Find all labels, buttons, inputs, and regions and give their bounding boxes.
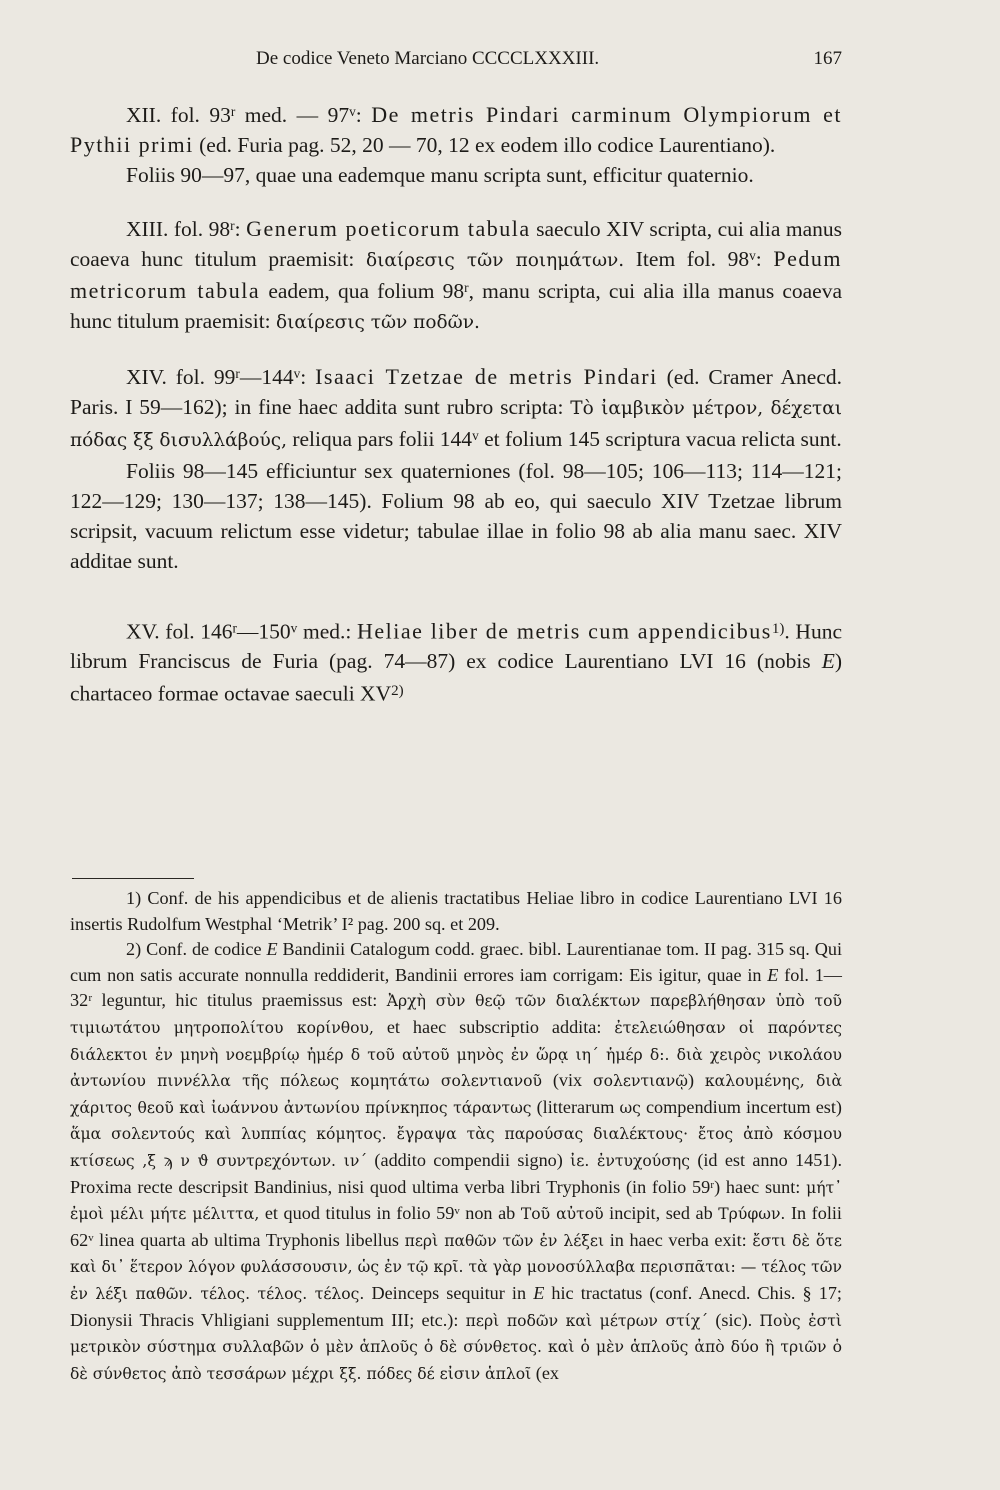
fn2-greek: ἔστι δὲ ὅτε καὶ δι᾽ ἕτερον λόγον φυλάσσουσιν, ὡς ἐν τῷ κρῖ. τὰ γὰρ μονοσύλλαβα περισπᾶται: — τέλος τῶν ἐν λέξι παθῶν. τέλος. τέλος. τέλος. <box>70 1231 842 1303</box>
entry-xiv-text-3: et folium 145 scriptura vacua relicta sunt. <box>478 427 842 451</box>
siglum-e: E <box>266 939 278 960</box>
entry-xv-title: Heliae liber de metris cum appendicibus <box>357 618 772 644</box>
fn2-greek: σολεντιανῷ <box>593 1072 688 1091</box>
entry-xiii-text-4: , manu scripta, cui alia illa manus coaeva hunc titulum praemisit: <box>70 279 843 333</box>
entry-xv-med: med.: <box>297 619 358 644</box>
entry-xv-folio: XV. fol. 146 <box>126 619 233 644</box>
entry-xiv-folio: XIV. fol. 99 <box>126 365 236 389</box>
entry-xii-paragraph-2: Foliis 90—97, quae una eademque manu scripta sunt, efficitur quaternio. <box>126 163 754 187</box>
entry-xv-text-1: . Hunc librum Franciscus de Furia (pag. 74—87) ex codice Laurentiano LVI 16 (nobis <box>70 619 842 674</box>
main-text <box>70 100 842 709</box>
entry-xiv-title: Isaaci Tzetzae de metris Pindari <box>315 364 658 389</box>
fn2-text: et quod titulus in folio 59ᵛ non ab <box>259 1203 521 1224</box>
fn2-text: et haec subscriptio addita: <box>373 1016 615 1037</box>
fn2-text: (addito compendii signo) <box>367 1149 571 1170</box>
footnotes <box>70 886 842 1387</box>
fn2-text: (sic). <box>708 1309 760 1330</box>
siglum-e: E <box>821 649 835 674</box>
fn2-text: in haec verba exit: <box>604 1229 753 1250</box>
fn2-text: ) <box>687 1070 705 1091</box>
footnote-2 <box>70 937 842 1387</box>
fn2-text: (ex <box>531 1362 559 1383</box>
fn2-text: compendium incertum est) <box>640 1096 842 1117</box>
footnote-divider <box>72 878 194 879</box>
sup-verso: v <box>472 428 479 444</box>
entry-xiii-text-2: Item fol. 98 <box>624 247 750 271</box>
sup-recto: r <box>464 280 469 296</box>
entry-xiv-paragraph-2: Foliis 98—145 efficiuntur sex quaterniones (fol. 98—105; 106—113; 114—121; 122—129; 130—137; 138—145). Folium 98 ab eo, qui saeculo XIV Tzetzae librum scripsit, vacuum relictum esse videtur; tabulae illae in folio 98 ab alia manu saec. XIV additae sunt. <box>70 459 842 573</box>
fn2-text: (id est anno 1451). Proxima recte descripsit Bandinius, nisi quod ultima verba libri Tryphonis (in folio 59ʳ) haec sunt: <box>70 1149 843 1197</box>
entry-xiii-title-1: Generum poeticorum tabula <box>246 216 531 241</box>
sup-verso: v <box>349 104 356 120</box>
sup-verso: v <box>290 620 298 636</box>
entry-xiv <box>70 362 842 456</box>
fn2-text: fol. 1—32ʳ leguntur, hic titulus praemissus est: <box>70 964 842 1011</box>
siglum-e: E <box>767 964 779 985</box>
entry-xv-text-2: ) chartaceo formae octavae saeculi XV <box>70 649 842 706</box>
sup-verso: v <box>293 366 301 382</box>
fn2-greek: ως <box>619 1098 641 1117</box>
fn2-text: (vix <box>541 1070 594 1091</box>
footnote-mark-2: 2) <box>391 683 404 700</box>
greek-title-2: διαίρεσις τῶν ποδῶν. <box>276 312 480 333</box>
greek-rubric: Τὸ ἰαμβικὸν μέτρον, δέχεται πόδας ξξ δισυλλάβούς, <box>70 398 843 451</box>
entry-xiii <box>70 214 842 338</box>
greek-title-1: διαίρεσις τῶν ποιημάτων. <box>365 250 625 271</box>
fn2-greek: ἐτελειώθησαν οἱ παρόντες διάλεκτοι ἐν μηνὴ νοεμβρίῳ ἡμέρ δ τοῦ αὐτοῦ μηνὸς ἐν ὥρᾳ ιη´ ἡμέρ δ:. διὰ χειρὸς νικολάου ἀντωνίου πιννέλλα τῆς πόλεως κομητάτω σολεντιανοῦ <box>70 1018 843 1091</box>
sup-recto: r <box>235 366 240 382</box>
entry-xiii-text-1: saeculo XIV scripta, cui alia manus coaeva hunc titulum praemisit: <box>70 217 842 271</box>
fn2-greek: Τρύφων. <box>718 1205 786 1224</box>
fn2-greek: ἰε. ἐντυχούσης <box>570 1151 691 1170</box>
fn2-greek: Ἀρχὴ σὺν θεῷ τῶν διαλέκτων παρεβλήθησαν ὑπὸ τοῦ τιμιωτάτου μητροπολίτου κορίνθου, <box>70 992 843 1037</box>
fn2-text: Bandinii Catalogum codd. graec. bibl. Laurentianae tom. II pag. 315 sq. Qui cum non satis accurate nonnulla reddiderit, Bandinii errores iam corrigam: Eis igitur, quae in <box>70 939 842 985</box>
entry-xv <box>70 614 842 709</box>
entry-xiii-title-2: Pedum metricorum tabula <box>70 246 842 303</box>
entry-xii <box>70 100 842 160</box>
running-title: De codice Veneto Marciano CCCCLXXXIII. <box>256 48 600 69</box>
entry-xiii-folio: XIII. fol. 98 <box>126 217 231 241</box>
sup-recto: r <box>230 218 235 234</box>
entry-xii-folio: XII. fol. 93 <box>126 103 231 127</box>
entry-xiii-text-3: eadem, qua folium 98 <box>260 279 465 303</box>
fn2-text: In folii 62ᵛ linea quarta ab ultima Tryphonis libellus <box>70 1203 842 1250</box>
siglum-e: E <box>533 1282 545 1303</box>
footnote-1: 1) Conf. de his appendicibus et de alienis tractatibus Heliae libro in codice Laurentiano LVI 16 insertis Rudolfum Westphal ‘Metrik’ I² pag. 200 sq. et 209. <box>70 888 842 934</box>
sup-recto: r <box>230 104 236 120</box>
page-header <box>76 44 842 76</box>
sup-recto: r <box>232 620 237 636</box>
fn2-text: incipit, sed ab <box>603 1203 719 1224</box>
entry-xv-range: —150 <box>236 619 291 644</box>
fn2-greek: περὶ παθῶν τῶν ἐν λέξει <box>404 1231 605 1250</box>
fn2-text: (litterarum <box>531 1096 620 1117</box>
fn2-greek: ἅμα σολεντούς καὶ λυππίας κόμητος. ἔγραψα τὰς παρούσας διαλέκτους· ἔτος ἀπὸ κόσμου κτίσεως ,ξ ϡ ν ϑ συντρεχόντων. ιν´ <box>70 1125 842 1170</box>
entry-xii-range: med. — 97 <box>235 103 350 127</box>
fn2-greek: καλουμένης, διὰ χάριτος θεοῦ καὶ ἰωάννου ἀντωνίου πρίνκηπος τάραντως <box>70 1072 843 1117</box>
fn2-greek: Τοῦ αὐτοῦ <box>520 1205 604 1224</box>
fn2-text: Deinceps sequitur in <box>364 1282 534 1303</box>
page-number: 167 <box>813 48 842 69</box>
fn2-text: hic tractatus (conf. Anecd. Chis. § 17; Dionysii Thracis Vhligiani supplementum III; etc.): <box>70 1282 842 1330</box>
fn2-greek: μήτ᾽ ἐμοὶ μέλι μήτε μέλιττα, <box>70 1178 842 1224</box>
footnote-mark-1: 1) <box>771 621 785 637</box>
entry-xiv-range: —144 <box>239 365 294 389</box>
entry-xii-title: De metris Pindari carminum Olympiorum et Pythii primi <box>70 102 842 157</box>
colon: : <box>234 217 247 241</box>
entry-xiv-text-2: reliqua pars folii 144 <box>286 427 473 451</box>
fn2-greek: περὶ ποδῶν καὶ μέτρων στίχ´ <box>465 1311 709 1330</box>
colon: : <box>355 103 372 127</box>
entry-xii-text: (ed. Furia pag. 52, 20 — 70, 12 ex eodem illo codice Laurentiano). <box>193 133 776 157</box>
fn2-greek: Ποὺς ἐστὶ μετρικὸν σύστημα συλλαβῶν ὁ μὲν ἁπλοῦς ὁ δὲ σύνθετος. καὶ ὁ μὲν ἁπλοῦς ἀπὸ δύο ἢ τριῶν ὁ δὲ σύνθετος ἀπὸ τεσσάρων μέχρι ξξ. πόδες δέ εἰσιν ἁπλοῖ <box>70 1311 842 1383</box>
colon: : <box>300 365 316 389</box>
colon: : <box>755 247 774 271</box>
entry-xiv-text-1: (ed. Cramer Anecd. Paris. I 59—162); in fine haec addita sunt rubro scripta: <box>70 365 843 419</box>
fn2-text: 2) Conf. de codice <box>126 939 267 960</box>
sup-verso: v <box>749 248 756 264</box>
